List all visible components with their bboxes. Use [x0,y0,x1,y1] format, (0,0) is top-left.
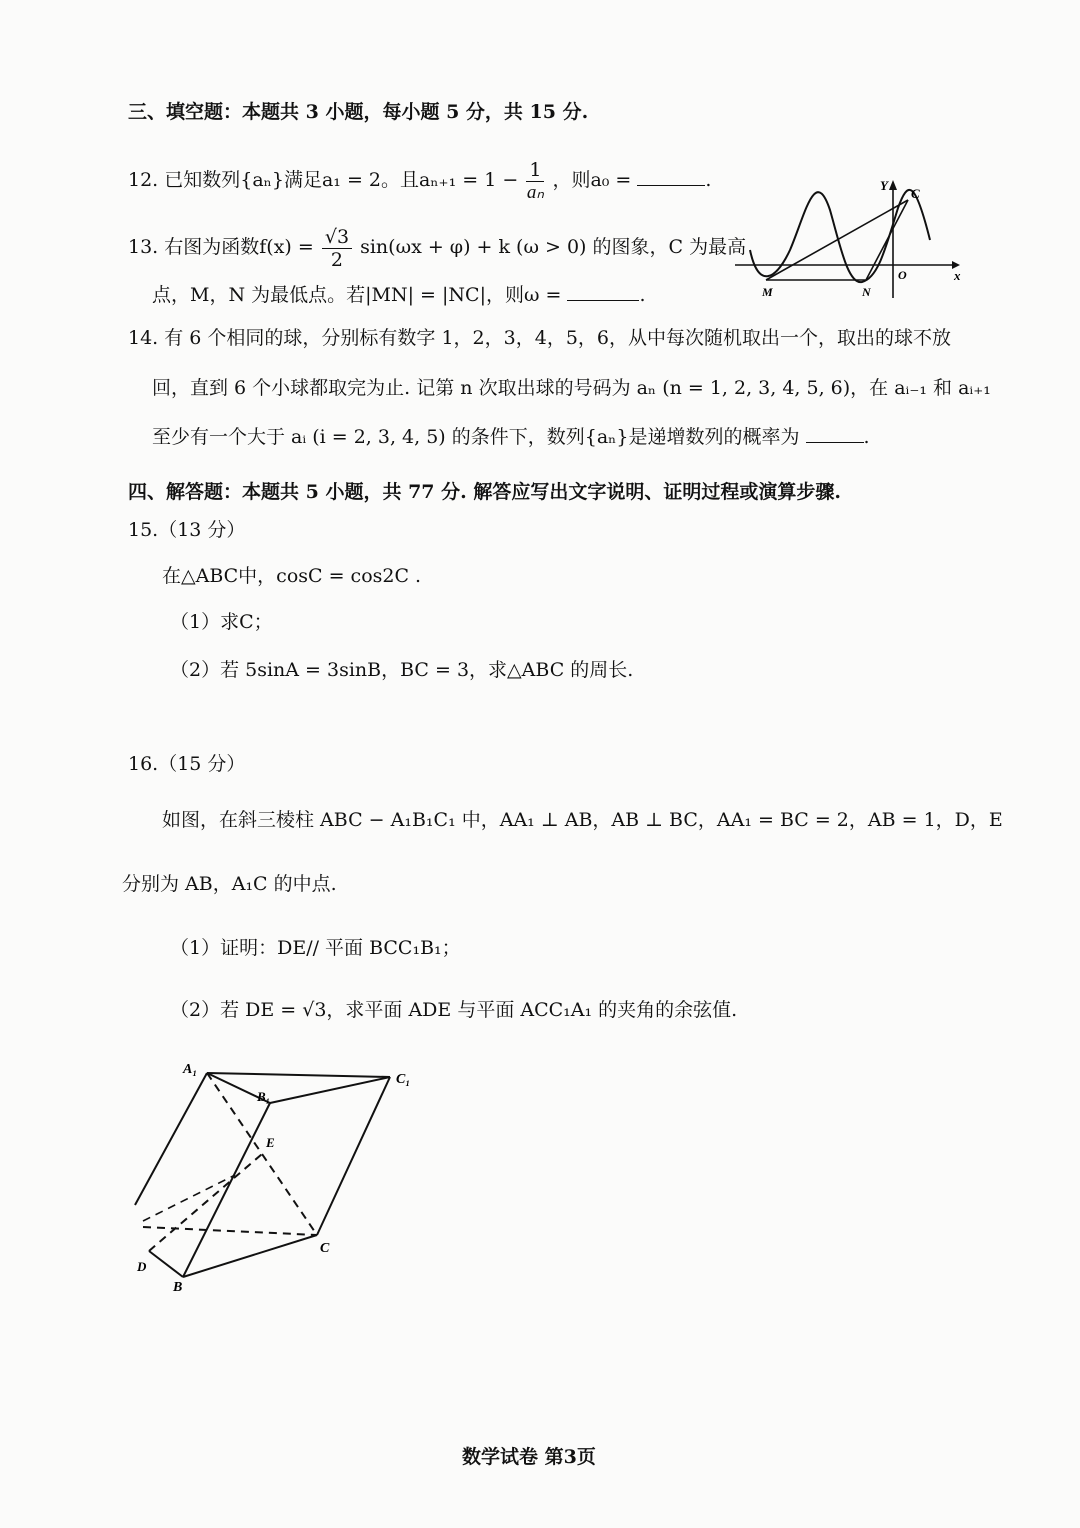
edge-b1c1 [270,1077,390,1103]
vertex-c1-label: C₁ [396,1072,411,1087]
segment-ae-dashed [143,1175,235,1221]
question-16-number: 16.（15 分） [128,753,246,775]
q13-answer-blank[interactable] [567,282,639,301]
q13-text-pre: 13. 右图为函数f(x) = [128,236,314,258]
question-14-line2: 回，直到 6 个小球都取完为止. 记第 n 次取出球的号码为 aₙ (n = 1, 2, 3, 4, 5, 6)，在 aᵢ₋₁ 和 aᵢ₊₁ [152,377,991,399]
vertex-b-label: B [173,1280,183,1295]
point-e-label: E [266,1135,275,1150]
q12-fraction [526,159,544,204]
question-14-line1: 14. 有 6 个相同的球，分别标有数字 1，2，3，4，5，6，从中每次随机取出一个，取出的球不放 [128,327,951,349]
point-d-label: D [137,1259,147,1274]
page-footer: 数学试卷 第3页 [462,1446,596,1468]
edge-a1a [135,1073,207,1205]
q12-text-post: ，则a₀ = [552,169,632,191]
q13-line2-text: 点，M，N 为最低点。若|MN| = |NC|，则ω = [152,284,562,306]
edge-db [149,1251,183,1277]
y-axis-arrow-icon [889,180,897,190]
question-13-line1 [128,222,746,272]
edge-c1c [317,1077,390,1235]
edge-a1c1 [207,1073,390,1077]
q12-answer-blank[interactable] [637,167,705,186]
question-16-stem-line2: 分别为 AB，A₁C 的中点. [122,873,337,895]
point-c-label: C [911,186,920,201]
question-15-part1: （1）求C； [170,611,273,633]
question-14-line3: 至少有一个大于 aᵢ (i = 2, 3, 4, 5) 的条件下，数列{aₙ}是递增数列的概率为 . [152,426,870,448]
section3-heading: 三、填空题：本题共 3 小题，每小题 5 分，共 15 分. [128,101,589,123]
q13-frac-num: √3 [322,226,352,249]
edge-ac-dashed [143,1227,317,1235]
q12-frac-num: 1 [526,159,544,182]
question-13-line2: 点，M，N 为最低点。若|MN| = |NC|，则ω = . [152,284,646,306]
q13-frac-den: 2 [330,248,343,271]
q14-line3-text: 至少有一个大于 aᵢ (i = 2, 3, 4, 5) 的条件下，数列{aₙ}是递增数列的概率为 [152,426,800,448]
q12-text-pre: 12. 已知数列{aₙ}满足a₁ = 2。且aₙ₊₁ = 1 − [128,169,519,191]
section4-heading: 四、解答题：本题共 5 小题，共 77 分. 解答应写出文字说明、证明过程或演算步骤. [128,481,841,503]
vertex-c-label: C [320,1241,330,1256]
q13-text-post: sin(ωx + φ) + k (ω > 0) 的图象，C 为最高 [360,236,747,258]
question-15-part2: （2）若 5sinA = 3sinB，BC = 3，求△ABC 的周长. [170,659,634,681]
edge-b1b [183,1103,270,1277]
segment-de-dashed [149,1154,262,1251]
q12-frac-den: aₙ [526,181,544,203]
question-15-stem: 在△ABC中，cosC = cos2C . [162,565,422,587]
question-16-stem-line1: 如图，在斜三棱柱 ABC − A₁B₁C₁ 中，AA₁ ⊥ AB，AB ⊥ BC，AA₁ = BC = 2，AB = 1，D，E [162,809,1003,831]
x-axis-label: x [954,268,961,283]
vertex-a1-label: A₁ [183,1062,198,1077]
q14-answer-blank[interactable] [806,424,864,443]
edge-bc [183,1235,317,1277]
origin-label: O [898,268,907,282]
point-n-label: N [862,285,871,299]
vertex-b1-label: B₁ [257,1089,271,1104]
question-15-number: 15.（13 分） [128,519,246,541]
point-m-label: M [762,285,773,299]
question-12: 12. 已知数列{aₙ}满足a₁ = 2。且aₙ₊₁ = 1 − $\frac{1}{\text{aₙ}}$ ，则a₀ = . [128,158,712,203]
q13-fraction [322,226,352,271]
question-16-part2: （2）若 DE = √3，求平面 ADE 与平面 ACC₁A₁ 的夹角的余弦值. [170,999,738,1021]
q13-sine-graph [730,170,965,305]
question-16-part1: （1）证明：DE// 平面 BCC₁B₁； [170,937,461,959]
y-axis-label: Y [880,178,888,193]
q16-prism-figure [135,1055,435,1295]
